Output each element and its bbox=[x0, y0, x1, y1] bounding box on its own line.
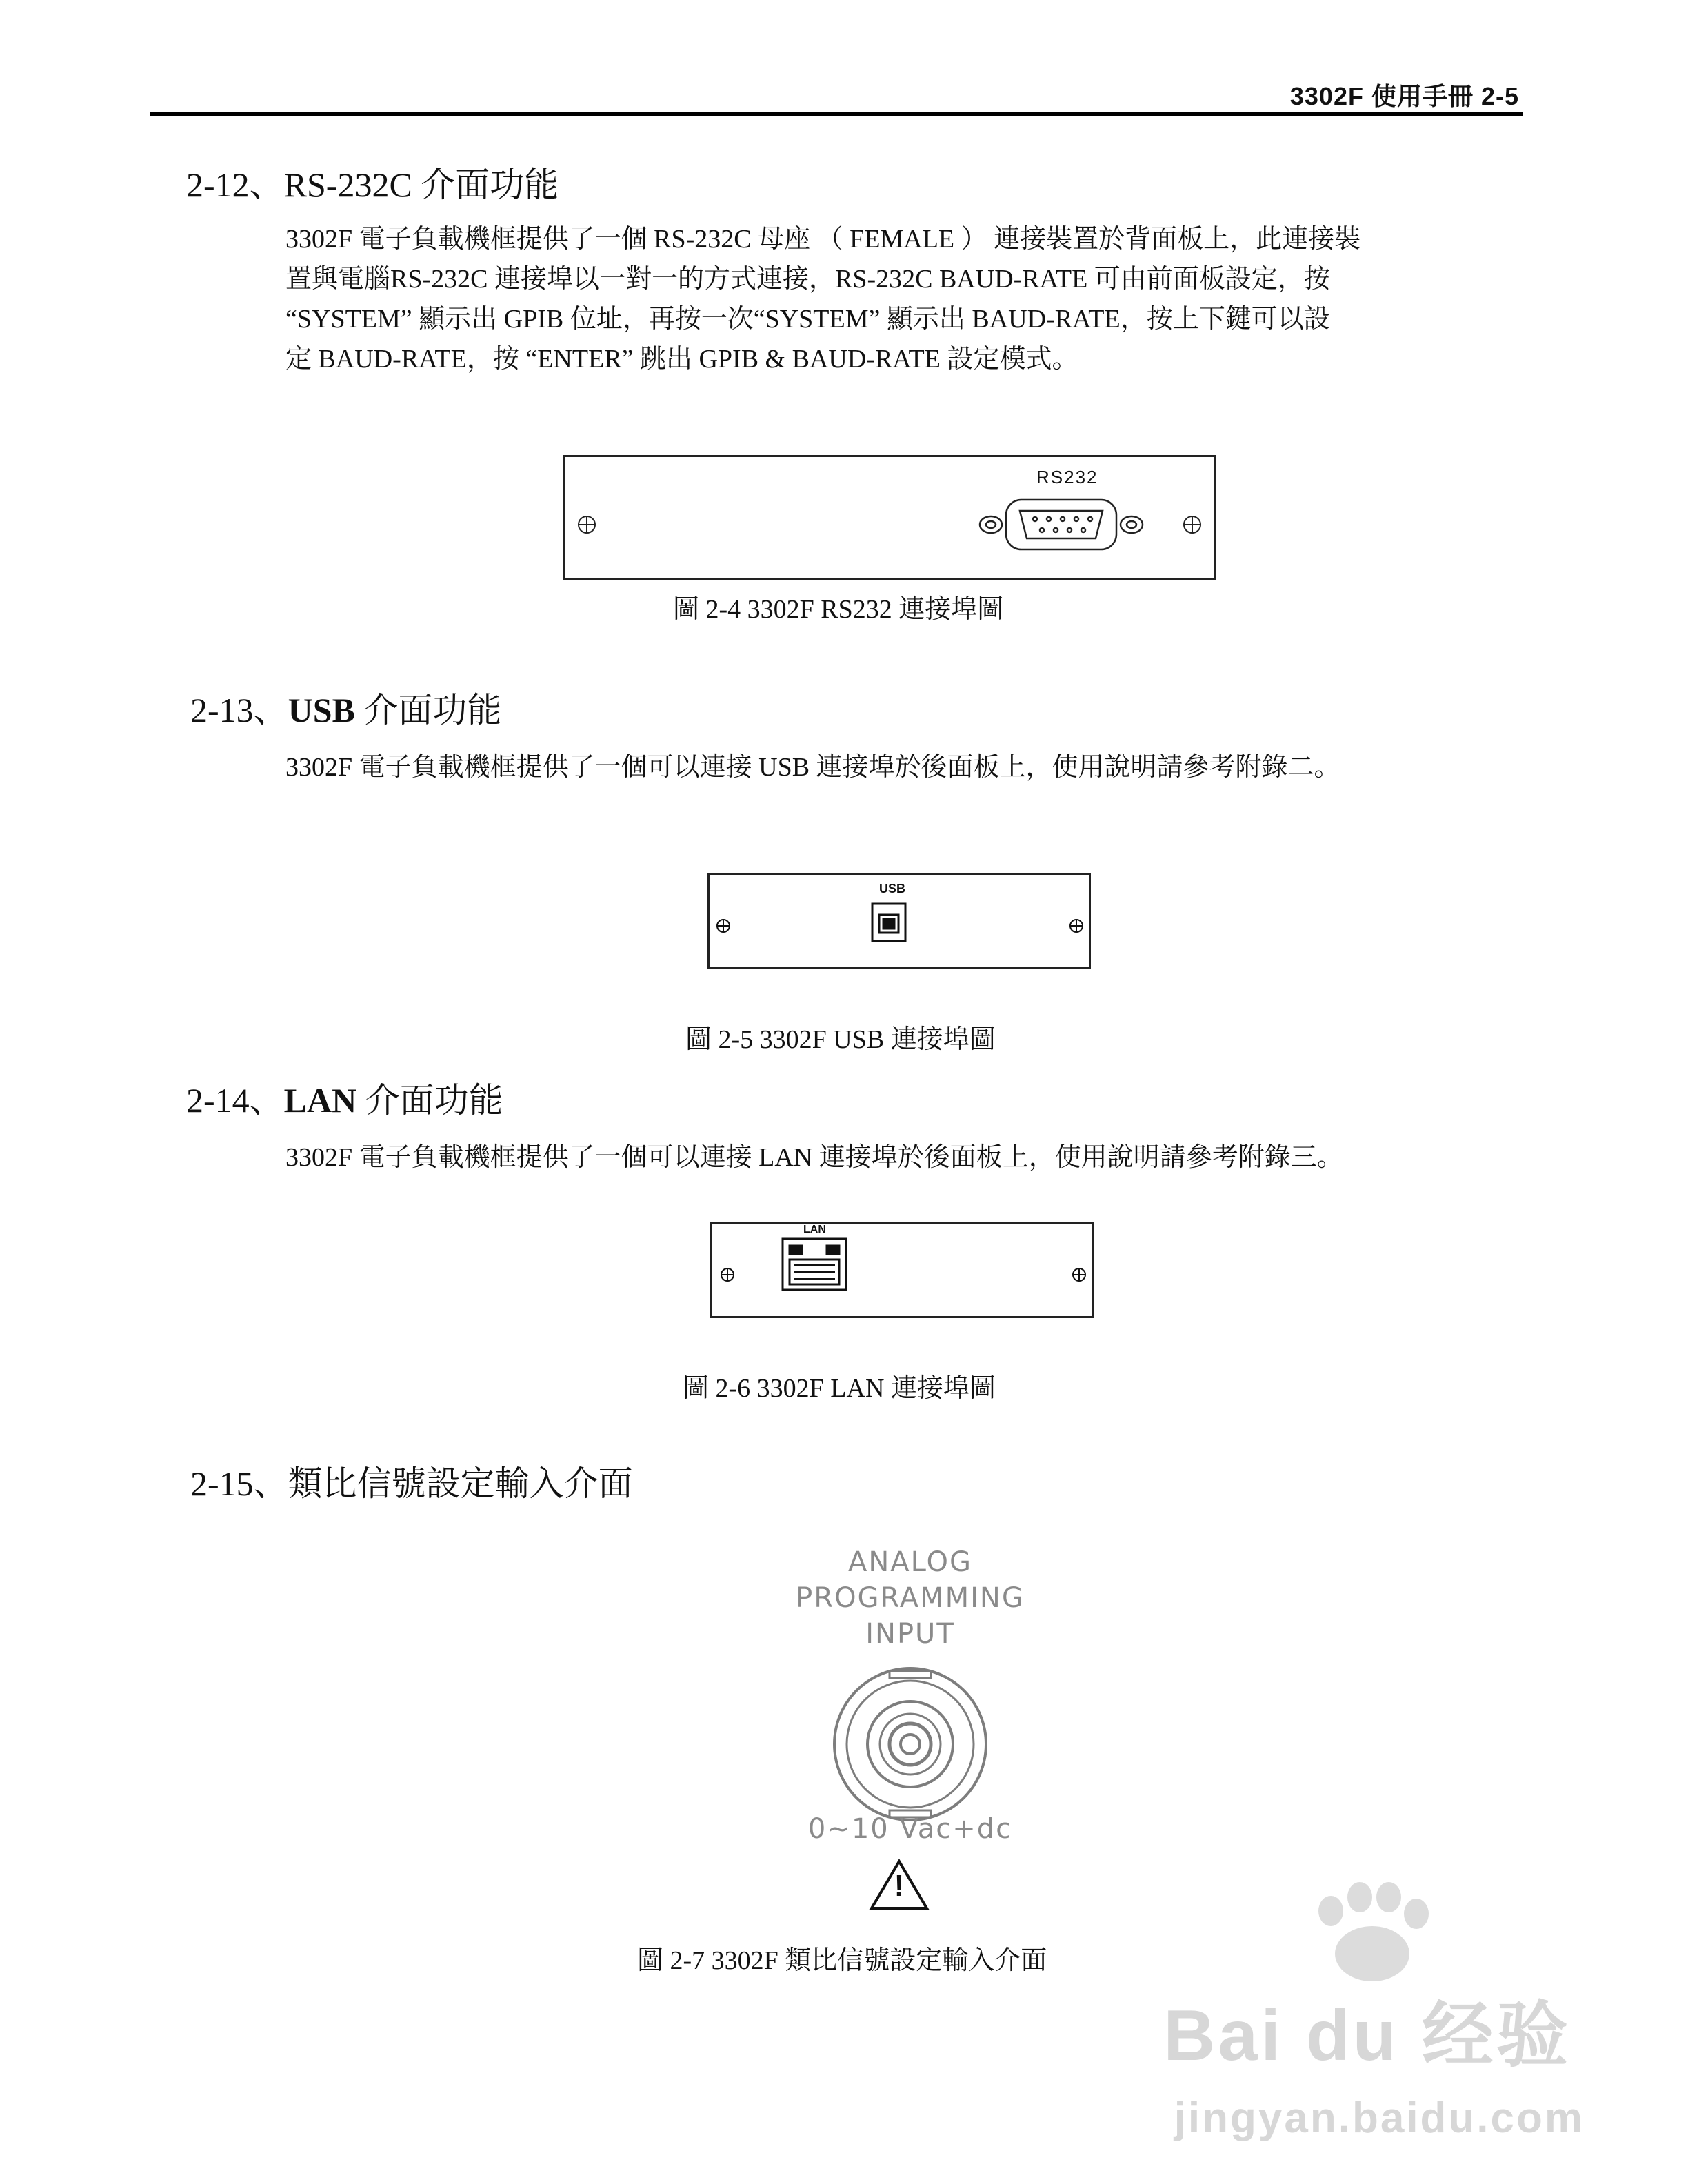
usb-port-label: USB bbox=[879, 882, 906, 896]
usb-b-port-icon bbox=[872, 904, 905, 941]
screw-icon bbox=[1184, 516, 1200, 533]
analog-label-line-1: ANALOG bbox=[848, 1546, 972, 1578]
screw-icon bbox=[579, 516, 595, 533]
rs232-line-3: “SYSTEM” 顯示出 GPIB 位址，再按一次“SYSTEM” 顯示出 BAUD-RATE，按上下鍵可以設 bbox=[285, 305, 1330, 334]
caption-rs232: 圖 2-4 3302F RS232 連接埠圖 bbox=[673, 595, 1004, 624]
lan-heading-number: 2-14、 bbox=[186, 1081, 284, 1120]
lan-panel-drawing bbox=[712, 1224, 1092, 1316]
usb-heading-number: 2-13、 bbox=[190, 691, 288, 729]
header-rule bbox=[150, 112, 1523, 116]
lan-text: 3302F 電子負載機框提供了一個可以連接 LAN 連接埠於後面板上，使用說明請參考附錄三。 bbox=[285, 1143, 1343, 1172]
page-header: 3302F 使用手冊 2-5 bbox=[1289, 82, 1519, 110]
db9-connector-icon bbox=[980, 500, 1143, 549]
usb-heading-rest: 介面功能 bbox=[354, 691, 502, 729]
warning-symbol: ! bbox=[894, 1869, 905, 1903]
section-heading-rs232: 2-12、RS-232C 介面功能 bbox=[186, 165, 559, 204]
watermark-url: jingyan.baidu.com bbox=[1174, 2094, 1585, 2142]
analog-label-line-3: INPUT bbox=[865, 1618, 955, 1650]
caption-analog: 圖 2-7 3302F 類比信號設定輸入介面 bbox=[637, 1946, 1047, 1975]
rs232-paragraph bbox=[285, 219, 1520, 379]
caption-usb: 圖 2-5 3302F USB 連接埠圖 bbox=[685, 1025, 996, 1054]
usb-heading-bold: USB bbox=[288, 691, 355, 729]
rs232-port-label: RS232 bbox=[1036, 467, 1098, 487]
watermark-brand-cn: 经验 bbox=[1421, 1996, 1571, 2076]
lan-heading-rest: 介面功能 bbox=[356, 1081, 503, 1120]
screw-icon bbox=[721, 1268, 734, 1281]
rs232-panel-drawing bbox=[565, 457, 1214, 578]
rs232-line-4: 定 BAUD-RATE，按 “ENTER” 跳出 GPIB & BAUD-RATE 設定模式。 bbox=[285, 345, 1078, 374]
rs232-line-1: 3302F 電子負載機框提供了一個 RS-232C 母座 （ FEMALE ） 連接裝置於背面板上，此連接裝 bbox=[285, 225, 1361, 254]
baidu-watermark-logo bbox=[1163, 1977, 1571, 2081]
usb-text: 3302F 電子負載機框提供了一個可以連接 USB 連接埠於後面板上，使用說明請參考附錄二。 bbox=[285, 753, 1340, 782]
section-heading-usb bbox=[190, 682, 501, 732]
bnc-connector-icon bbox=[821, 1661, 1000, 1827]
section-heading-lan bbox=[186, 1073, 503, 1122]
rs232-line-2: 置與電腦RS-232C 連接埠以一對一的方式連接，RS-232C BAUD-RATE 可由前面板設定，按 bbox=[285, 265, 1330, 294]
lan-panel-figure bbox=[710, 1222, 1094, 1318]
lan-heading-bold: LAN bbox=[283, 1081, 357, 1120]
screw-icon bbox=[1070, 920, 1083, 932]
analog-input-label bbox=[758, 1544, 1062, 1652]
caption-lan: 圖 2-6 3302F LAN 連接埠圖 bbox=[683, 1374, 996, 1403]
usb-panel-figure bbox=[707, 873, 1091, 969]
screw-icon bbox=[1073, 1268, 1085, 1281]
lan-port-label: LAN bbox=[803, 1224, 826, 1235]
lan-paragraph bbox=[285, 1138, 1520, 1177]
analog-label-line-2: PROGRAMMING bbox=[796, 1582, 1025, 1614]
analog-range-label: 0~10 Vac+dc bbox=[807, 1813, 1013, 1845]
paw-logo-icon bbox=[1303, 1882, 1434, 1985]
usb-paragraph bbox=[285, 747, 1520, 787]
screw-icon bbox=[717, 920, 730, 932]
rj45-port-icon bbox=[783, 1239, 846, 1290]
section-heading-analog: 2-15、類比信號設定輸入介面 bbox=[190, 1464, 633, 1503]
rs232-panel-figure bbox=[563, 455, 1216, 580]
watermark-brand: Bai du bbox=[1163, 1996, 1400, 2076]
